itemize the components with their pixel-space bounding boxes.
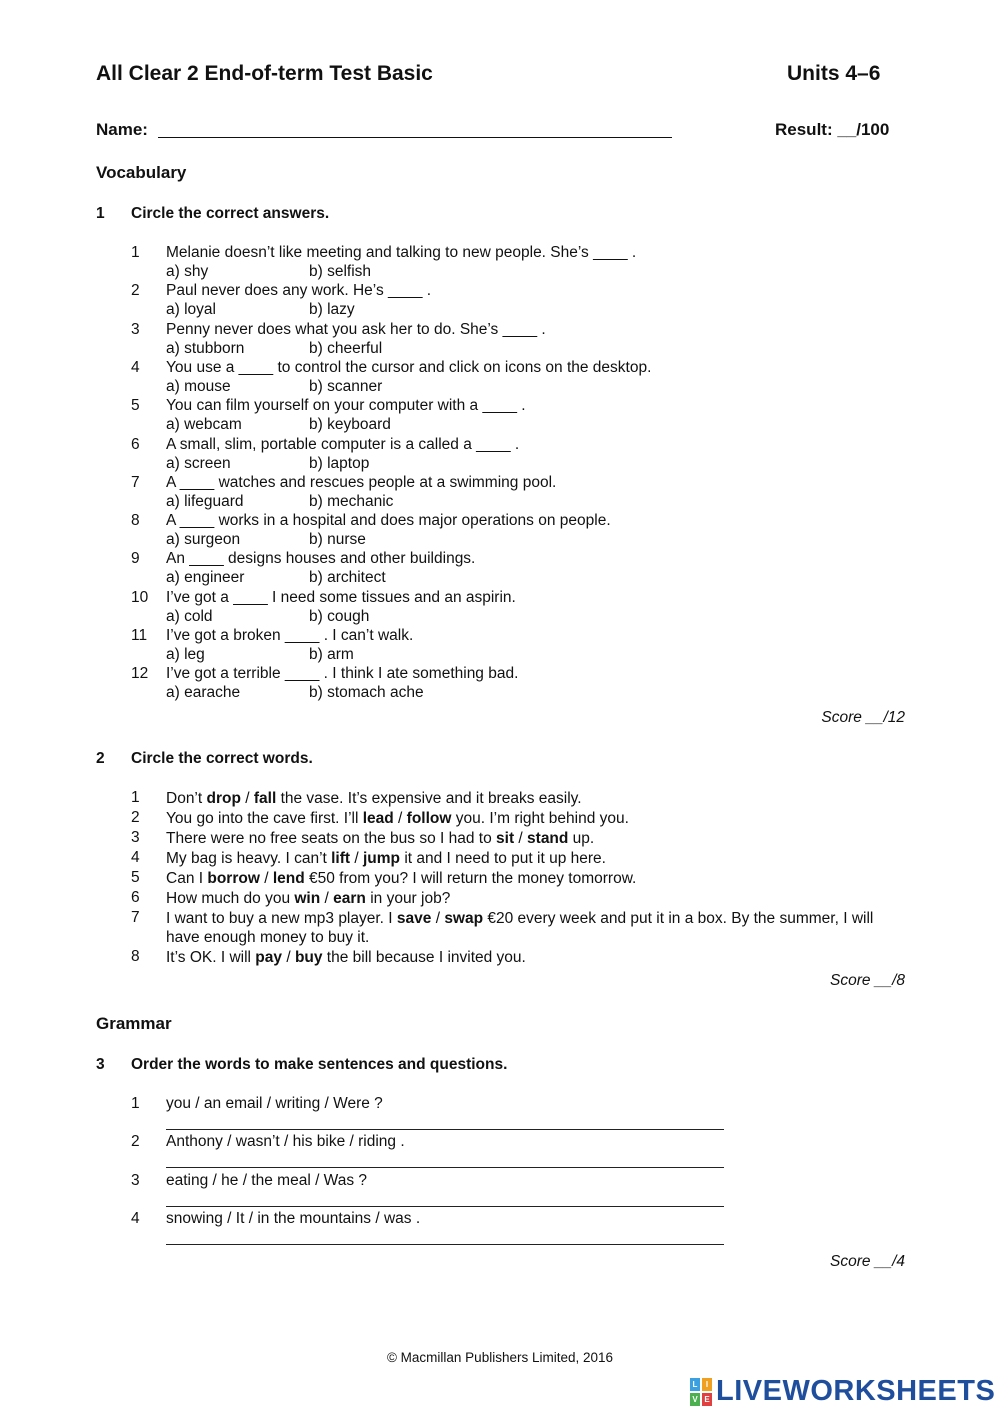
sentence-end: €50 from you? I will return the money tomorrow.	[304, 870, 637, 887]
sentence-start: I want to buy a new mp3 player. I	[166, 910, 397, 927]
logo-tile: L	[690, 1378, 700, 1391]
question-text: You can film yourself on your computer with a ____ .	[166, 397, 526, 414]
choice-word-1[interactable]: pay	[255, 949, 283, 966]
question-number: 6	[131, 889, 140, 906]
choice-word-1[interactable]: win	[294, 890, 321, 907]
choice-word-2[interactable]: follow	[406, 810, 452, 827]
sentence-start: How much do you	[166, 890, 295, 907]
question-text: An ____ designs houses and other buildings.	[166, 550, 476, 567]
exercise-2-instruction: Circle the correct words.	[131, 750, 313, 767]
word-choice-sentence	[166, 909, 906, 947]
question-number: 1	[131, 789, 140, 806]
question-text: Melanie doesn’t like meeting and talking to new people. She’s ____ .	[166, 244, 637, 261]
answer-line[interactable]	[166, 1167, 724, 1168]
answer-line[interactable]	[166, 1206, 724, 1207]
question-number: 8	[131, 512, 140, 529]
exercise-2-number: 2	[96, 750, 105, 767]
option-a[interactable]: a) stubborn	[166, 340, 245, 357]
word-choice-sentence	[166, 948, 906, 967]
option-b[interactable]: b) scanner	[309, 378, 383, 395]
sentence-end: it and I need to put it up here.	[400, 850, 606, 867]
question-number: 6	[131, 436, 140, 453]
word-choice-sentence	[166, 889, 906, 908]
sentence-start: You go into the cave first. I’ll	[166, 810, 363, 827]
choice-word-2[interactable]: earn	[333, 890, 366, 907]
question-text: A small, slim, portable computer is a called a ____ .	[166, 436, 520, 453]
choice-word-2[interactable]: jump	[362, 850, 401, 867]
grammar-heading: Grammar	[96, 1014, 172, 1033]
option-b[interactable]: b) keyboard	[309, 416, 391, 433]
question-text: Penny never does what you ask her to do. She’s ____ .	[166, 321, 546, 338]
option-b[interactable]: b) selfish	[309, 263, 372, 280]
logo-tile: V	[690, 1393, 700, 1406]
option-a[interactable]: a) shy	[166, 263, 209, 280]
option-a[interactable]: a) leg	[166, 646, 205, 663]
scrambled-words: snowing / It / in the mountains / was .	[166, 1210, 421, 1227]
question-text: You use a ____ to control the cursor and click on icons on the desktop.	[166, 359, 652, 376]
choice-word-1[interactable]: save	[396, 910, 432, 927]
answer-line[interactable]	[166, 1129, 724, 1130]
question-text: A ____ watches and rescues people at a swimming pool.	[166, 474, 557, 491]
option-b[interactable]: b) arm	[309, 646, 354, 663]
question-text: Paul never does any work. He’s ____ .	[166, 282, 432, 299]
option-a[interactable]: a) mouse	[166, 378, 231, 395]
option-b[interactable]: b) mechanic	[309, 493, 394, 510]
option-b[interactable]: b) architect	[309, 569, 386, 586]
sentence-start: Don’t	[166, 790, 207, 807]
name-input-line[interactable]	[158, 137, 672, 138]
liveworksheets-logo	[690, 1375, 995, 1408]
logo-tile: E	[702, 1393, 712, 1406]
name-label: Name:	[96, 120, 148, 139]
sentence-start: Can I	[166, 870, 208, 887]
sentence-end: in your job?	[365, 890, 451, 907]
choice-separator: /	[431, 910, 445, 927]
question-number: 7	[131, 474, 140, 491]
sentence-start: There were no free seats on the bus so I had to	[166, 830, 497, 847]
question-number: 2	[131, 282, 140, 299]
choice-word-2[interactable]: buy	[294, 949, 323, 966]
option-a[interactable]: a) surgeon	[166, 531, 241, 548]
choice-word-2[interactable]: stand	[527, 830, 569, 847]
option-a[interactable]: a) loyal	[166, 301, 216, 318]
logo-tile: I	[702, 1378, 712, 1391]
question-number: 1	[131, 244, 140, 261]
choice-word-2[interactable]: swap	[444, 910, 484, 927]
option-b[interactable]: b) nurse	[309, 531, 366, 548]
choice-separator: /	[259, 870, 273, 887]
sentence-end: the vase. It’s expensive and it breaks easily.	[276, 790, 582, 807]
sentence-end: you. I’m right behind you.	[451, 810, 629, 827]
question-number: 5	[131, 397, 140, 414]
question-text: I’ve got a terrible ____ . I think I ate something bad.	[166, 665, 519, 682]
question-number: 4	[131, 1210, 140, 1227]
choice-word-1[interactable]: drop	[206, 790, 241, 807]
choice-separator: /	[282, 949, 295, 966]
choice-separator: /	[240, 790, 254, 807]
scrambled-words: eating / he / the meal / Was ?	[166, 1172, 368, 1189]
question-text: I’ve got a ____ I need some tissues and an aspirin.	[166, 589, 516, 606]
option-a[interactable]: a) webcam	[166, 416, 242, 433]
exercise-3-instruction: Order the words to make sentences and questions.	[131, 1056, 508, 1073]
choice-word-1[interactable]: borrow	[207, 870, 260, 887]
option-b[interactable]: b) cough	[309, 608, 370, 625]
option-b[interactable]: b) laptop	[309, 455, 370, 472]
word-choice-sentence	[166, 849, 906, 868]
question-number: 11	[131, 627, 148, 644]
question-number: 1	[131, 1095, 140, 1112]
choice-word-1[interactable]: lift	[331, 850, 351, 867]
question-number: 7	[131, 909, 140, 926]
question-number: 4	[131, 359, 140, 376]
option-a[interactable]: a) engineer	[166, 569, 245, 586]
answer-line[interactable]	[166, 1244, 724, 1245]
exercise-3-number: 3	[96, 1056, 105, 1073]
question-number: 12	[131, 665, 149, 682]
question-number: 9	[131, 550, 140, 567]
scrambled-words: Anthony / wasn’t / his bike / riding .	[166, 1133, 405, 1150]
option-a[interactable]: a) cold	[166, 608, 213, 625]
page-title: All Clear 2 End-of-term Test Basic	[96, 62, 433, 85]
choice-word-1[interactable]: sit	[496, 830, 515, 847]
word-choice-sentence	[166, 809, 906, 828]
scrambled-words: you / an email / writing / Were ?	[166, 1095, 383, 1112]
option-a[interactable]: a) screen	[166, 455, 231, 472]
exercise-1-instruction: Circle the correct answers.	[131, 205, 330, 222]
copyright: © Macmillan Publishers Limited, 2016	[386, 1350, 614, 1365]
choice-separator: /	[320, 890, 334, 907]
sentence-start: My bag is heavy. I can’t	[166, 850, 332, 867]
option-b[interactable]: b) lazy	[309, 301, 355, 318]
question-number: 5	[131, 869, 140, 886]
question-number: 8	[131, 948, 140, 965]
question-number: 3	[131, 321, 140, 338]
vocabulary-heading: Vocabulary	[96, 163, 187, 182]
question-number: 3	[131, 829, 140, 846]
option-a[interactable]: a) earache	[166, 684, 241, 701]
option-a[interactable]: a) lifeguard	[166, 493, 244, 510]
exercise-2-score: Score __/8	[830, 972, 905, 989]
word-choice-sentence	[166, 869, 906, 888]
option-b[interactable]: b) stomach ache	[309, 684, 424, 701]
sentence-start: It’s OK. I will	[166, 949, 256, 966]
choice-word-2[interactable]: fall	[253, 790, 277, 807]
question-text: A ____ works in a hospital and does major operations on people.	[166, 512, 611, 529]
word-choice-sentence	[166, 829, 906, 848]
option-b[interactable]: b) cheerful	[309, 340, 383, 357]
question-number: 2	[131, 809, 140, 826]
question-number: 10	[131, 589, 149, 606]
choice-separator: /	[350, 850, 363, 867]
sentence-end: up.	[568, 830, 595, 847]
word-choice-sentence	[166, 789, 906, 808]
logo-text: LIVEWORKSHEETS	[716, 1375, 996, 1407]
result-label: Result: __/100	[775, 120, 890, 139]
choice-separator: /	[393, 810, 407, 827]
choice-word-2[interactable]: lend	[272, 870, 305, 887]
sentence-end: €20 every week and put it in a box. By the summer, I will have enough money to buy it.	[166, 910, 874, 946]
question-text: I’ve got a broken ____ . I can’t walk.	[166, 627, 414, 644]
question-number: 2	[131, 1133, 140, 1150]
exercise-3-score: Score __/4	[830, 1253, 905, 1270]
logo-tiles-icon	[690, 1378, 712, 1406]
question-number: 4	[131, 849, 140, 866]
choice-word-1[interactable]: lead	[362, 810, 394, 827]
units-label: Units 4–6	[787, 62, 881, 85]
question-number: 3	[131, 1172, 140, 1189]
exercise-1-number: 1	[96, 205, 105, 222]
exercise-1-score: Score __/12	[821, 709, 905, 726]
sentence-end: the bill because I invited you.	[322, 949, 526, 966]
choice-separator: /	[514, 830, 528, 847]
